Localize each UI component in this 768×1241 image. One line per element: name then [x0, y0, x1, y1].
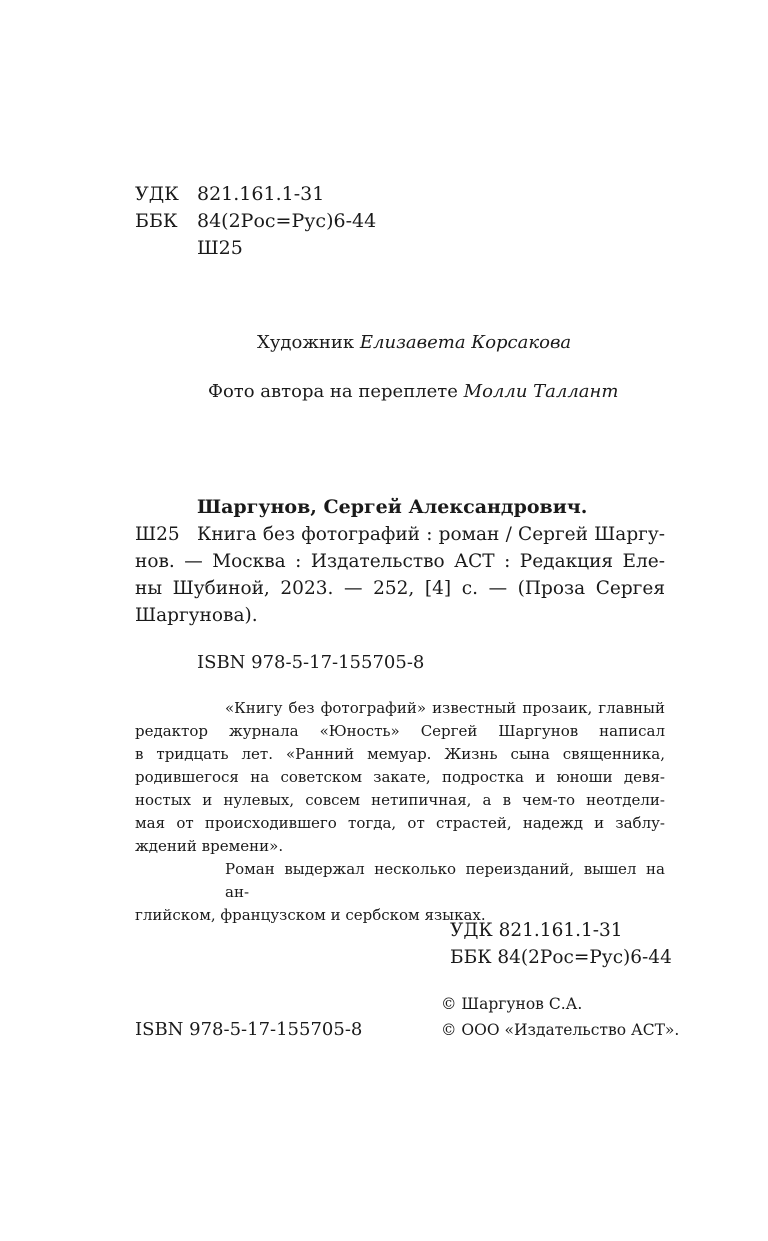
bib-line: Шаргунова).: [135, 605, 258, 626]
annotation: [135, 697, 665, 927]
author-mark-top: Ш25: [197, 237, 243, 259]
bib-description-cont: [135, 548, 665, 629]
bib-line: ны Шубиной, 2023. — 252, [4] с. — (Проза Сергея: [135, 578, 665, 599]
annotation-line: глийском, французском и сербском языках.: [135, 906, 486, 924]
bbk-bottom: ББК 84(2Рос=Рус)6-44: [450, 947, 672, 968]
annotation-line: Роман выдержал несколько переизданий, вышел на ан-: [225, 860, 665, 901]
annotation-line: редактор журнала «Юность» Сергей Шаргунов написал: [135, 722, 665, 740]
udk-value: 821.161.1-31: [197, 183, 325, 205]
photo-credit: [208, 379, 618, 405]
bbk-value: 84(2Рос=Рус)6-44: [197, 210, 377, 232]
photographer-name: Молли Таллант: [463, 381, 619, 402]
annotation-line: родившегося на советском закате, подростка и юноши девя-: [135, 768, 665, 786]
copyright-author: © Шаргунов С.А.: [441, 995, 583, 1013]
artist-prefix: Художник: [257, 332, 355, 353]
udk-row: [135, 180, 324, 208]
bib-line: Книга без фотографий : роман / Сергей Шаргу-: [197, 524, 665, 545]
annotation-line: ждений времени».: [135, 837, 284, 855]
bib-isbn: ISBN 978-5-17-155705-8: [197, 652, 425, 673]
bbk-label: ББК: [135, 210, 178, 232]
bib-author-mark: Ш25: [135, 524, 180, 545]
udk-bottom: УДК 821.161.1-31: [450, 920, 623, 941]
annotation-line: ностых и нулевых, совсем нетипичная, а в чем-то неотдели-: [135, 791, 665, 809]
artist-name: Елизавета Корсакова: [359, 332, 572, 353]
bbk-row: [135, 207, 376, 235]
annotation-line: мая от происходившего тогда, от страстей, надежд и заблу-: [135, 814, 665, 832]
annotation-line: в тридцать лет. «Ранний мемуар. Жизнь сына священника,: [135, 745, 665, 763]
bib-line: нов. — Москва : Издательство АСТ : Редакция Еле-: [135, 551, 665, 572]
annotation-line: «Книгу без фотографий» известный прозаик, главный: [225, 699, 665, 717]
footer-isbn: ISBN 978-5-17-155705-8: [135, 1019, 363, 1040]
photo-prefix: Фото автора на переплете: [208, 381, 458, 402]
artist-credit: [257, 330, 571, 356]
bib-heading: Шаргунов, Сергей Александрович.: [197, 496, 588, 518]
bib-description: [197, 521, 665, 548]
copyright-publisher: © ООО «Издательство АСТ».: [441, 1021, 680, 1039]
udk-label: УДК: [135, 183, 179, 205]
